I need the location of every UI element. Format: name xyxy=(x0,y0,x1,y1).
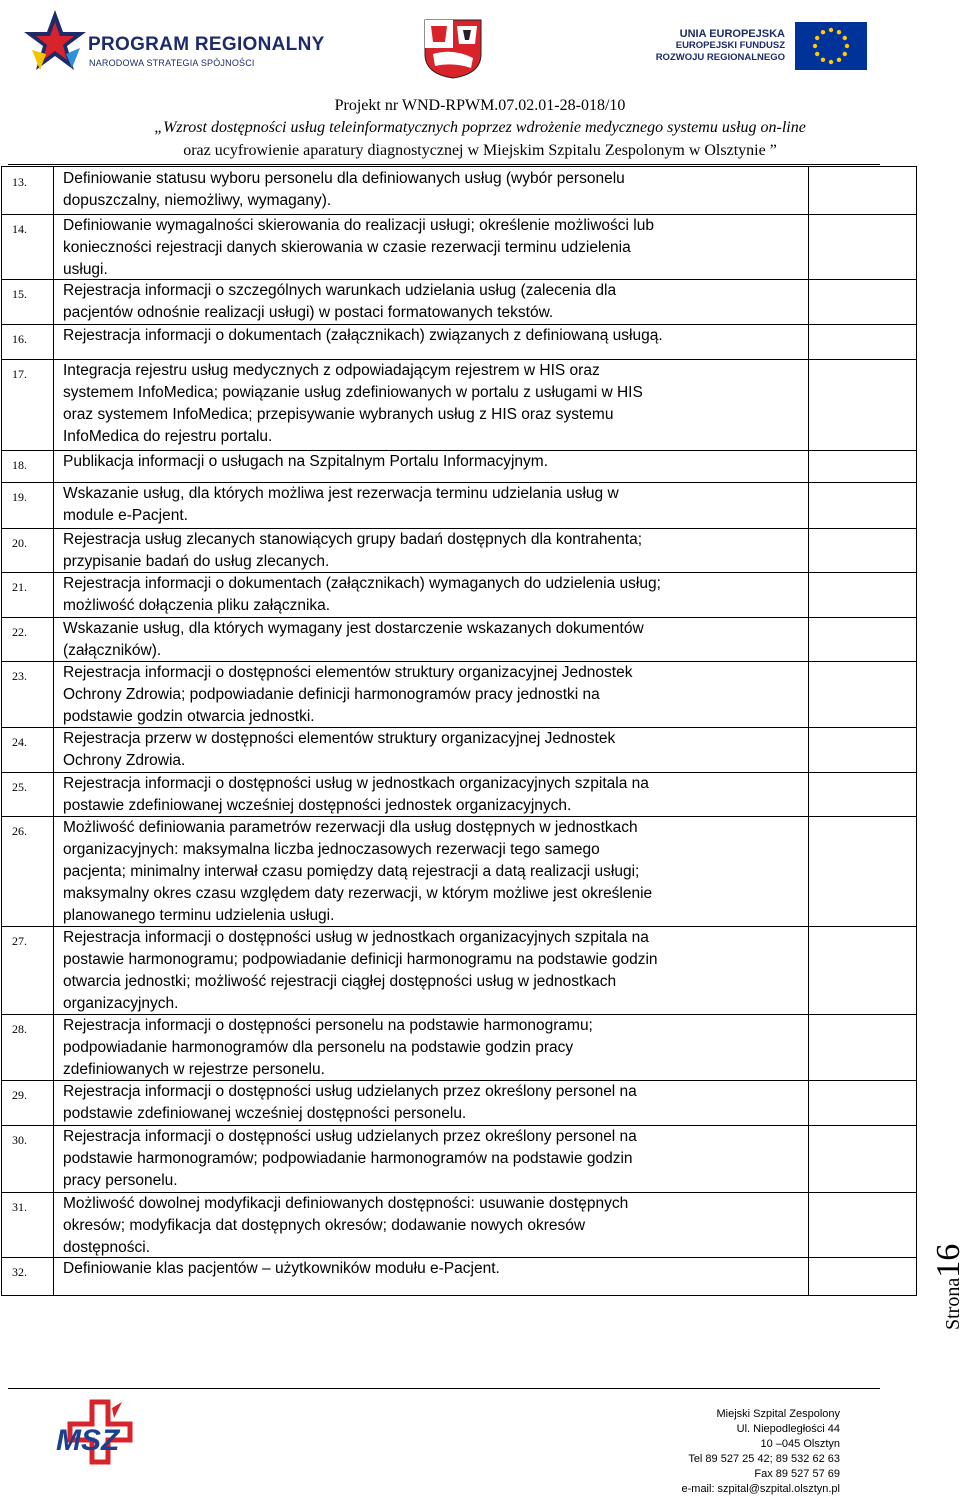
row-number: 25. xyxy=(12,780,27,794)
page-header xyxy=(0,0,960,165)
row-text: Rejestracja usług zlecanych stanowiących grupy badań dostępnych dla kontrahenta; przypisanie badań do usług zlecanych. xyxy=(63,531,643,570)
project-title-line-1: „Wzrost dostępności usług teleinformatycznych poprzez wdrożenie medycznego systemu usług on-line xyxy=(154,119,806,136)
row-text: Rejestracja informacji o dostępności usług w jednostkach organizacyjnych szpitala na postawie zdefiniowanej wcześniej dostępności jednostek organizacyjnych. xyxy=(63,775,649,814)
row-text: Definiowanie wymagalności skierowania do realizacji usługi; określenie możliwości lub konieczności rejestracji danych skierowania w czasie rezerwacji terminu udzielenia usługi. xyxy=(63,217,654,278)
row-number: 17. xyxy=(12,367,27,381)
row-text: Wskazanie usług, dla których wymagany jest dostarczenie wskazanych dokumentów (załączników). xyxy=(63,620,644,659)
address-line-6: e-mail: szpital@szpital.olsztyn.pl xyxy=(681,1483,840,1495)
row-text: Definiowanie statusu wyboru personelu dla definiowanych usług (wybór personelu dopuszczalny, niemożliwy, wymagany). xyxy=(63,170,625,209)
row-text: Rejestracja informacji o dokumentach (załącznikach) wymaganych do udzielenia usług; możliwość dołączenia pliku załącznika. xyxy=(63,575,661,614)
row-text: Publikacja informacji o usługach na Szpitalnym Portalu Informacyjnym. xyxy=(63,453,549,470)
row-text: Możliwość dowolnej modyfikacji definiowanych dostępności: usuwanie dostępnych okresów; modyfikacja dat dostępnych okresów; dodawanie nowych okresów dostępności. xyxy=(63,1195,629,1256)
address-line-4: Tel 89 527 25 42; 89 532 62 63 xyxy=(688,1453,840,1465)
row-number: 20. xyxy=(12,536,27,550)
eu-line-3: ROZWOJU REGIONALNEGO xyxy=(655,52,785,63)
header-divider xyxy=(8,164,880,165)
row-number: 28. xyxy=(12,1022,27,1036)
row-number: 19. xyxy=(12,490,27,504)
row-text: Wskazanie usług, dla których możliwa jest rezerwacja terminu udzielania usług w module e-Pacjent. xyxy=(63,485,619,524)
footer-divider xyxy=(8,1388,880,1389)
row-number: 22. xyxy=(12,625,27,639)
row-text: Integracja rejestru usług medycznych z odpowiadającym rejestrem w HIS oraz systemem InfoMedica; powiązanie usług zdefiniowanych w portalu z usługami w HIS oraz systemem InfoMedica; przepisywanie wybranych usług z HIS oraz systemu InfoMedica do rejestru portalu. xyxy=(63,362,643,445)
page-number xyxy=(930,1244,968,1330)
msz-logo-icon xyxy=(52,1398,147,1478)
page-number-value: 16 xyxy=(930,1243,967,1278)
svg-text:MSZ: MSZ xyxy=(56,1424,120,1457)
row-text: Rejestracja informacji o dokumentach (załącznikach) związanych z definiowaną usługą. xyxy=(63,327,663,344)
row-number: 21. xyxy=(12,580,27,594)
program-subtitle: NARODOWA STRATEGIA SPÓJNOŚCI xyxy=(89,58,255,68)
eu-line-2: EUROPEJSKI FUNDUSZ xyxy=(675,40,785,51)
row-number: 13. xyxy=(12,175,27,189)
row-number: 32. xyxy=(12,1265,27,1279)
row-number: 30. xyxy=(12,1133,27,1147)
row-number: 27. xyxy=(12,934,27,948)
row-number: 31. xyxy=(12,1200,27,1214)
eu-line-1: UNIA EUROPEJSKA xyxy=(679,28,785,40)
program-title: PROGRAM REGIONALNY xyxy=(88,34,325,55)
row-text: Rejestracja przerw w dostępności elementów struktury organizacyjnej Jednostek Ochrony Zdrowia. xyxy=(63,730,616,769)
row-number: 14. xyxy=(12,222,27,236)
row-text: Rejestracja informacji o dostępności personelu na podstawie harmonogramu; podpowiadanie harmonogramów dla personelu na podstawie godzin pracy zdefiniowanych w rejestrze personelu. xyxy=(63,1017,593,1078)
row-number: 23. xyxy=(12,669,27,683)
hospital-address xyxy=(640,1407,840,1497)
project-number: Projekt nr WND-RPWM.07.02.01-28-018/10 xyxy=(334,97,626,114)
project-title-line-2: oraz ucyfrowienie aparatury diagnostycznej w Miejskim Szpitalu Zespolonym w Olsztynie ” xyxy=(183,142,777,159)
row-text: Definiowanie klas pacjentów – użytkowników modułu e-Pacjent. xyxy=(63,1260,500,1277)
address-line-3: 10 –045 Olsztyn xyxy=(760,1438,840,1450)
row-number: 18. xyxy=(12,458,27,472)
address-line-1: Miejski Szpital Zespolony xyxy=(716,1408,840,1420)
eu-logo xyxy=(645,22,870,72)
row-number: 26. xyxy=(12,824,27,838)
row-text: Rejestracja informacji o dostępności elementów struktury organizacyjnej Jednostek Ochrony Zdrowia; podpowiadanie definicji harmonogramów pracy jednostki na podstawie godzin otwarcia jednostki. xyxy=(63,664,633,725)
row-text: Rejestracja informacji o dostępności usług udzielanych przez określony personel na podstawie zdefiniowanej wcześniej dostępności personelu. xyxy=(63,1083,637,1122)
row-number: 16. xyxy=(12,332,27,346)
row-number: 29. xyxy=(12,1088,27,1102)
row-number: 15. xyxy=(12,287,27,301)
eu-flag-icon xyxy=(795,22,867,70)
row-text: Rejestracja informacji o dostępności usług udzielanych przez określony personel na podstawie harmonogramów; podpowiadanie harmonogramów na podstawie godzin pracy personelu. xyxy=(63,1128,637,1189)
star-logo-icon xyxy=(22,8,88,78)
row-number: 24. xyxy=(12,735,27,749)
address-line-2: Ul. Niepodległości 44 xyxy=(736,1423,840,1435)
row-text: Możliwość definiowania parametrów rezerwacji dla usług dostępnych w jednostkach organizacyjnych: maksymalna liczba jednoczasowych rezerwacji tego samego pacjenta; minimalny interwał czasu pomiędzy datą rejestracji a datą realizacji usługi; maksymalny okres czasu względem daty rezerwacji, w którym możliwe jest określenie planowanego terminu udzielenia usługi. xyxy=(63,819,653,924)
row-text: Rejestracja informacji o dostępności usług w jednostkach organizacyjnych szpitala na postawie harmonogramu; podpowiadanie definicji harmonogramu na podstawie godzin otwarcia jednostki; możliwość rejestracji ciągłej dostępności usług w jednostkach organizacyjnych. xyxy=(63,929,658,1012)
address-line-5: Fax 89 527 57 69 xyxy=(754,1468,840,1480)
page-label: Strona xyxy=(942,1277,964,1330)
warmia-mazury-crest-icon xyxy=(423,18,483,80)
requirements-table xyxy=(1,166,917,1296)
row-text: Rejestracja informacji o szczególnych warunkach udzielania usług (zalecenia dla pacjentów odnośnie realizacji usługi) w postaci formatowanych tekstów. xyxy=(63,282,617,321)
